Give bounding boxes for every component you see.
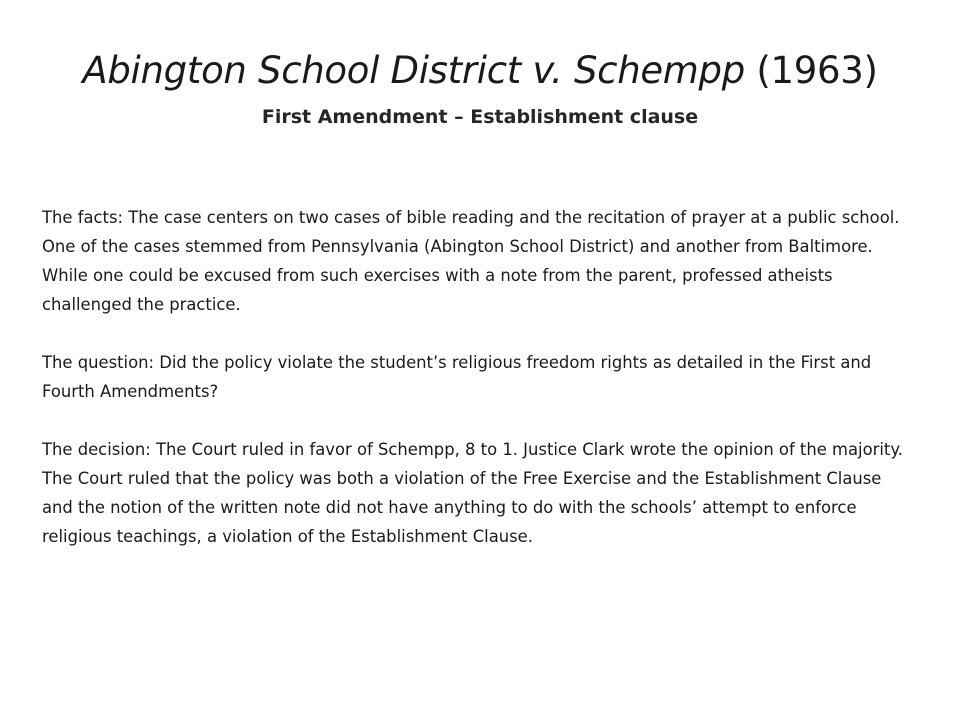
slide-body xyxy=(42,203,917,551)
facts-paragraph: The facts: The case centers on two cases of bible reading and the recitation of prayer at a public school. One of the cases stemmed from Pennsylvania (Abington School District) and another from Baltimore. While one could be excused from such exercises with a note from the parent, professed atheists challenged the practice. xyxy=(42,208,900,314)
slide-title xyxy=(0,46,960,96)
slide-subtitle: First Amendment – Establishment clause xyxy=(261,106,699,128)
decision-paragraph: The decision: The Court ruled in favor of Schempp, 8 to 1. Justice Clark wrote the opinion of the majority. The Court ruled that the policy was both a violation of the Free Exercise and the Establishment Clause and the notion of the written note did not have anything to do with the schools’ attempt to enforce religious teachings, a violation of the Establishment Clause. xyxy=(42,440,903,546)
case-year: (1963) xyxy=(756,49,878,92)
question-paragraph: The question: Did the policy violate the student’s religious freedom rights as detailed in the First and Fourth Amendments? xyxy=(42,353,872,401)
case-name: Abington School District v. Schempp xyxy=(82,49,745,92)
